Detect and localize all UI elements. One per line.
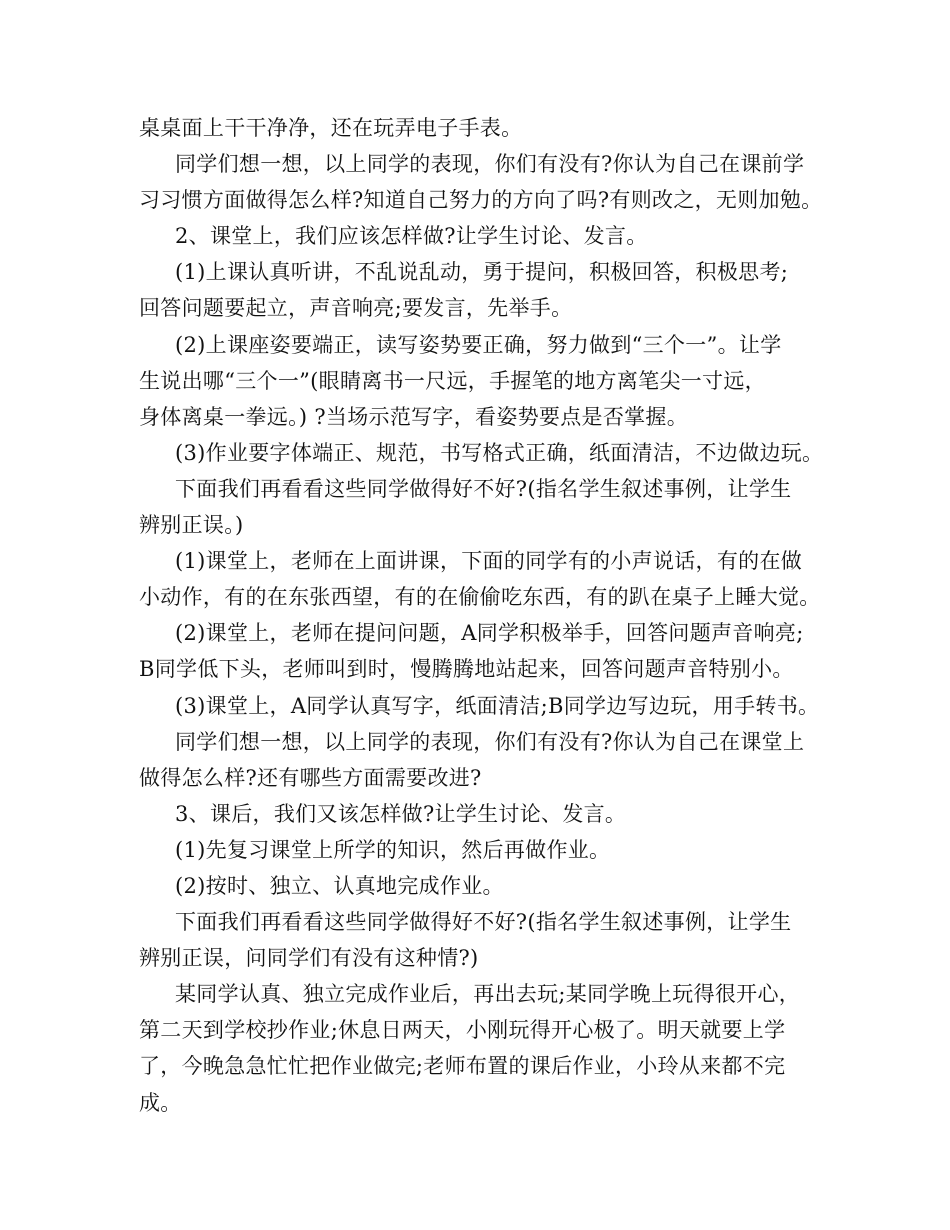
text-line: 2、课堂上，我们应该怎样做?让学生讨论、发言。 — [175, 224, 648, 249]
text-line: 同学们想一想，以上同学的表现，你们有没有?你认为自己在课堂上 — [175, 729, 805, 754]
text-line: B同学低下头，老师叫到时，慢腾腾地站起来，回答问题声音特别小。 — [139, 657, 794, 682]
text-line: 成。 — [139, 1090, 182, 1115]
text-line: (1)先复习课堂上所学的知识，然后再做作业。 — [175, 837, 611, 862]
text-line: 了，今晚急急忙忙把作业做完;老师布置的课后作业，小玲从来都不完 — [139, 1054, 786, 1079]
text-line: 做得怎么样?还有哪些方面需要改进? — [139, 765, 482, 790]
document-body — [139, 110, 829, 1121]
text-line: (2)课堂上，老师在提问问题，A同学积极举手，回答问题声音响亮; — [175, 621, 804, 646]
text-line: 身体离桌一拳远。) ?当场示范写字，看姿势要点是否掌握。 — [139, 404, 689, 429]
text-line: 生说出哪“三个一”(眼睛离书一尺远，手握笔的地方离笔尖一寸远， — [139, 368, 766, 393]
text-line: 下面我们再看看这些同学做得好不好?(指名学生叙述事例，让学生 — [175, 910, 792, 935]
text-line: 小动作，有的在东张西望，有的在偷偷吃东西，有的趴在桌子上睡大觉。 — [139, 585, 821, 610]
text-line: (1)上课认真听讲，不乱说乱动，勇于提问，积极回答，积极思考; — [175, 260, 789, 285]
text-line: 辨别正误。) — [139, 513, 244, 538]
text-line: 第二天到学校抄作业;休息日两天，小刚玩得开心极了。明天就要上学 — [139, 1018, 786, 1043]
text-line: (2)按时、独立、认真地完成作业。 — [175, 873, 504, 898]
text-line: (2)上课座姿要端正，读写姿势要正确，努力做到“三个一”。让学 — [175, 332, 782, 357]
text-line: 某同学认真、独立完成作业后，再出去玩;某同学晚上玩得很开心， — [175, 982, 801, 1007]
text-line: 同学们想一想，以上同学的表现，你们有没有?你认为自己在课前学 — [175, 152, 805, 177]
text-line: (3)课堂上，A同学认真写字，纸面清洁;B同学边写边玩，用手转书。 — [175, 693, 820, 718]
text-line: (1)课堂上，老师在上面讲课，下面的同学有的小声说话，有的在做 — [175, 549, 803, 574]
text-line: 习习惯方面做得怎么样?知道自己努力的方向了吗?有则改之，无则加勉。 — [139, 188, 823, 213]
text-line: (3)作业要字体端正、规范，书写格式正确，纸面清洁，不边做边玩。 — [175, 440, 824, 465]
text-line: 下面我们再看看这些同学做得好不好?(指名学生叙述事例，让学生 — [175, 476, 792, 501]
text-line: 回答问题要起立，声音响亮;要发言，先举手。 — [139, 296, 573, 321]
text-line: 辨别正误，问同学们有没有这种情?) — [139, 946, 479, 971]
text-line: 桌桌面上干干净净，还在玩弄电子手表。 — [139, 116, 523, 140]
text-line: 3、课后，我们又该怎样做?让学生讨论、发言。 — [175, 801, 627, 826]
